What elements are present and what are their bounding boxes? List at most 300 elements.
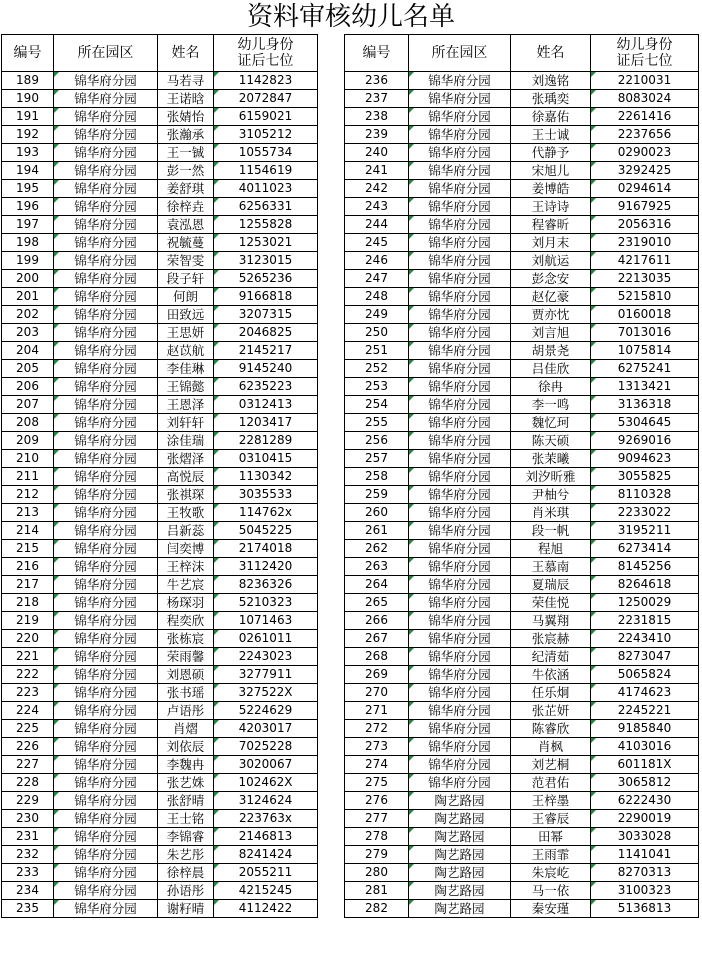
cell-child-name: 王锦懿 <box>158 378 214 396</box>
table-row <box>2 558 318 576</box>
cell-id-last-seven: 8270313 <box>591 864 699 882</box>
cell-child-name: 陈睿欣 <box>511 720 591 738</box>
cell-number: 200 <box>2 270 54 288</box>
cell-number: 268 <box>345 648 409 666</box>
roster-table-left <box>1 34 318 918</box>
header-name: 姓名 <box>158 35 214 72</box>
cell-id-last-seven: 3020067 <box>214 756 318 774</box>
cell-id-last-seven: 4103016 <box>591 738 699 756</box>
cell-id-last-seven: 3124624 <box>214 792 318 810</box>
cell-number: 227 <box>2 756 54 774</box>
cell-id-last-seven: 2231815 <box>591 612 699 630</box>
table-row <box>2 414 318 432</box>
cell-child-name: 刘月末 <box>511 234 591 252</box>
cell-number: 232 <box>2 846 54 864</box>
cell-id-last-seven: 3035533 <box>214 486 318 504</box>
cell-child-name: 张瑀奕 <box>511 90 591 108</box>
cell-child-name: 刘艺桐 <box>511 756 591 774</box>
table-row <box>345 324 699 342</box>
cell-campus: 锦华府分园 <box>54 414 158 432</box>
cell-number: 260 <box>345 504 409 522</box>
cell-child-name: 宋旭儿 <box>511 162 591 180</box>
cell-child-name: 张宸赫 <box>511 630 591 648</box>
cell-campus: 锦华府分园 <box>54 90 158 108</box>
cell-campus: 锦华府分园 <box>409 360 511 378</box>
cell-child-name: 王慕南 <box>511 558 591 576</box>
table-row <box>2 126 318 144</box>
cell-id-last-seven: 4112422 <box>214 900 318 918</box>
cell-id-last-seven: 2213035 <box>591 270 699 288</box>
cell-campus: 锦华府分园 <box>54 126 158 144</box>
cell-number: 190 <box>2 90 54 108</box>
table-row <box>2 738 318 756</box>
cell-number: 270 <box>345 684 409 702</box>
table-row <box>2 774 318 792</box>
cell-campus: 锦华府分园 <box>54 504 158 522</box>
cell-child-name: 卢语彤 <box>158 702 214 720</box>
cell-campus: 锦华府分园 <box>409 108 511 126</box>
cell-id-last-seven: 5304645 <box>591 414 699 432</box>
cell-number: 230 <box>2 810 54 828</box>
cell-campus: 锦华府分园 <box>409 72 511 90</box>
table-row <box>2 72 318 90</box>
table-row <box>345 792 699 810</box>
cell-number: 251 <box>345 342 409 360</box>
cell-campus: 陶艺路园 <box>409 846 511 864</box>
cell-child-name: 尹柚兮 <box>511 486 591 504</box>
cell-campus: 锦华府分园 <box>54 378 158 396</box>
cell-id-last-seven: 327522X <box>214 684 318 702</box>
cell-campus: 锦华府分园 <box>54 360 158 378</box>
cell-id-last-seven: 1253021 <box>214 234 318 252</box>
cell-number: 215 <box>2 540 54 558</box>
cell-number: 235 <box>2 900 54 918</box>
cell-child-name: 袁泓恩 <box>158 216 214 234</box>
cell-number: 203 <box>2 324 54 342</box>
cell-child-name: 高悦辰 <box>158 468 214 486</box>
cell-campus: 锦华府分园 <box>54 198 158 216</box>
table-row <box>2 720 318 738</box>
cell-child-name: 李一鸣 <box>511 396 591 414</box>
table-row <box>345 378 699 396</box>
cell-id-last-seven: 2233022 <box>591 504 699 522</box>
cell-id-last-seven: 2056316 <box>591 216 699 234</box>
cell-id-last-seven: 9145240 <box>214 360 318 378</box>
table-row <box>2 756 318 774</box>
cell-campus: 锦华府分园 <box>409 144 511 162</box>
table-row <box>2 594 318 612</box>
cell-number: 198 <box>2 234 54 252</box>
cell-child-name: 吕佳欣 <box>511 360 591 378</box>
table-row <box>2 828 318 846</box>
cell-number: 199 <box>2 252 54 270</box>
cell-number: 189 <box>2 72 54 90</box>
table-row <box>2 198 318 216</box>
cell-campus: 锦华府分园 <box>54 72 158 90</box>
cell-id-last-seven: 102462X <box>214 774 318 792</box>
cell-id-last-seven: 8145256 <box>591 558 699 576</box>
cell-campus: 锦华府分园 <box>409 396 511 414</box>
cell-campus: 陶艺路园 <box>409 882 511 900</box>
cell-campus: 锦华府分园 <box>54 882 158 900</box>
table-row <box>2 360 318 378</box>
cell-id-last-seven: 3033028 <box>591 828 699 846</box>
cell-id-last-seven: 1141041 <box>591 846 699 864</box>
header-campus: 所在园区 <box>409 35 511 72</box>
cell-id-last-seven: 5215810 <box>591 288 699 306</box>
cell-child-name: 彭念安 <box>511 270 591 288</box>
cell-id-last-seven: 1130342 <box>214 468 318 486</box>
cell-number: 211 <box>2 468 54 486</box>
cell-campus: 锦华府分园 <box>54 252 158 270</box>
cell-id-last-seven: 2261416 <box>591 108 699 126</box>
cell-id-last-seven: 0290023 <box>591 144 699 162</box>
cell-child-name: 谢籽晴 <box>158 900 214 918</box>
cell-number: 282 <box>345 900 409 918</box>
table-row <box>345 342 699 360</box>
cell-id-last-seven: 7013016 <box>591 324 699 342</box>
table-row <box>2 846 318 864</box>
cell-id-last-seven: 0312413 <box>214 396 318 414</box>
cell-campus: 锦华府分园 <box>409 540 511 558</box>
cell-number: 223 <box>2 684 54 702</box>
cell-child-name: 徐冉 <box>511 378 591 396</box>
cell-child-name: 荣雨馨 <box>158 648 214 666</box>
cell-number: 244 <box>345 216 409 234</box>
cell-campus: 陶艺路园 <box>409 792 511 810</box>
cell-id-last-seven: 2072847 <box>214 90 318 108</box>
cell-child-name: 李魏冉 <box>158 756 214 774</box>
cell-id-last-seven: 2319010 <box>591 234 699 252</box>
cell-campus: 锦华府分园 <box>409 774 511 792</box>
cell-id-last-seven: 1071463 <box>214 612 318 630</box>
cell-child-name: 王士铭 <box>158 810 214 828</box>
cell-campus: 锦华府分园 <box>409 180 511 198</box>
cell-id-last-seven: 8241424 <box>214 846 318 864</box>
cell-child-name: 王梓沫 <box>158 558 214 576</box>
cell-id-last-seven: 3055825 <box>591 468 699 486</box>
cell-child-name: 肖枫 <box>511 738 591 756</box>
cell-id-last-seven: 2243410 <box>591 630 699 648</box>
cell-id-last-seven: 3195211 <box>591 522 699 540</box>
table-row <box>345 630 699 648</box>
cell-child-name: 杨琛羽 <box>158 594 214 612</box>
table-row <box>345 648 699 666</box>
cell-number: 233 <box>2 864 54 882</box>
cell-campus: 锦华府分园 <box>409 342 511 360</box>
cell-child-name: 徐梓晨 <box>158 864 214 882</box>
cell-number: 247 <box>345 270 409 288</box>
cell-child-name: 朱宸屹 <box>511 864 591 882</box>
table-row <box>345 756 699 774</box>
cell-child-name: 刘恩硕 <box>158 666 214 684</box>
cell-number: 226 <box>2 738 54 756</box>
cell-id-last-seven: 0160018 <box>591 306 699 324</box>
cell-child-name: 程旭 <box>511 540 591 558</box>
cell-campus: 锦华府分园 <box>409 504 511 522</box>
cell-number: 276 <box>345 792 409 810</box>
cell-child-name: 王思妍 <box>158 324 214 342</box>
cell-number: 195 <box>2 180 54 198</box>
table-row <box>345 594 699 612</box>
cell-campus: 锦华府分园 <box>54 522 158 540</box>
cell-id-last-seven: 4203017 <box>214 720 318 738</box>
cell-number: 273 <box>345 738 409 756</box>
cell-id-last-seven: 4217611 <box>591 252 699 270</box>
table-row <box>2 162 318 180</box>
table-row <box>345 558 699 576</box>
cell-number: 208 <box>2 414 54 432</box>
cell-id-last-seven: 3112420 <box>214 558 318 576</box>
cell-campus: 锦华府分园 <box>54 342 158 360</box>
table-row <box>2 504 318 522</box>
cell-child-name: 何朗 <box>158 288 214 306</box>
table-row <box>345 126 699 144</box>
cell-id-last-seven: 1154619 <box>214 162 318 180</box>
table-row <box>2 108 318 126</box>
cell-child-name: 王诗诗 <box>511 198 591 216</box>
cell-id-last-seven: 2245221 <box>591 702 699 720</box>
cell-campus: 锦华府分园 <box>54 486 158 504</box>
cell-number: 240 <box>345 144 409 162</box>
table-row <box>2 90 318 108</box>
cell-campus: 陶艺路园 <box>409 810 511 828</box>
cell-child-name: 王士诚 <box>511 126 591 144</box>
table-header-row <box>2 35 318 72</box>
table-row <box>345 774 699 792</box>
cell-campus: 锦华府分园 <box>54 432 158 450</box>
cell-campus: 锦华府分园 <box>409 162 511 180</box>
cell-campus: 锦华府分园 <box>409 90 511 108</box>
cell-child-name: 吕新蕊 <box>158 522 214 540</box>
table-row <box>345 450 699 468</box>
cell-number: 264 <box>345 576 409 594</box>
cell-campus: 锦华府分园 <box>54 864 158 882</box>
cell-id-last-seven: 8083024 <box>591 90 699 108</box>
cell-child-name: 朱艺彤 <box>158 846 214 864</box>
table-row <box>2 144 318 162</box>
table-row <box>2 450 318 468</box>
cell-number: 249 <box>345 306 409 324</box>
cell-id-last-seven: 223763x <box>214 810 318 828</box>
cell-id-last-seven: 3277911 <box>214 666 318 684</box>
cell-campus: 锦华府分园 <box>54 612 158 630</box>
cell-child-name: 牛依涵 <box>511 666 591 684</box>
cell-child-name: 肖熠 <box>158 720 214 738</box>
cell-campus: 锦华府分园 <box>54 828 158 846</box>
cell-id-last-seven: 6235223 <box>214 378 318 396</box>
cell-number: 246 <box>345 252 409 270</box>
cell-campus: 陶艺路园 <box>409 900 511 918</box>
cell-child-name: 胡景尧 <box>511 342 591 360</box>
cell-number: 274 <box>345 756 409 774</box>
cell-campus: 锦华府分园 <box>54 684 158 702</box>
table-row <box>345 90 699 108</box>
cell-id-last-seven: 1055734 <box>214 144 318 162</box>
cell-id-last-seven: 1313421 <box>591 378 699 396</box>
cell-campus: 锦华府分园 <box>409 684 511 702</box>
cell-campus: 锦华府分园 <box>54 774 158 792</box>
header-id-last-seven: 幼儿身份 证后七位 <box>214 35 318 72</box>
cell-id-last-seven: 8264618 <box>591 576 699 594</box>
table-row <box>2 648 318 666</box>
cell-child-name: 肖米琪 <box>511 504 591 522</box>
cell-child-name: 王恩泽 <box>158 396 214 414</box>
cell-number: 191 <box>2 108 54 126</box>
cell-campus: 锦华府分园 <box>54 108 158 126</box>
table-row <box>345 576 699 594</box>
table-row <box>345 684 699 702</box>
table-row <box>345 504 699 522</box>
table-row <box>345 162 699 180</box>
cell-campus: 陶艺路园 <box>409 828 511 846</box>
table-row <box>345 72 699 90</box>
cell-id-last-seven: 3100323 <box>591 882 699 900</box>
cell-campus: 锦华府分园 <box>409 522 511 540</box>
cell-child-name: 田幂 <box>511 828 591 846</box>
cell-number: 280 <box>345 864 409 882</box>
cell-id-last-seven: 6159021 <box>214 108 318 126</box>
table-row <box>2 288 318 306</box>
cell-campus: 锦华府分园 <box>54 648 158 666</box>
table-row <box>345 468 699 486</box>
cell-number: 217 <box>2 576 54 594</box>
cell-number: 216 <box>2 558 54 576</box>
cell-campus: 锦华府分园 <box>54 558 158 576</box>
cell-number: 281 <box>345 882 409 900</box>
cell-id-last-seven: 3207315 <box>214 306 318 324</box>
cell-id-last-seven: 601181X <box>591 756 699 774</box>
table-row <box>345 432 699 450</box>
cell-number: 252 <box>345 360 409 378</box>
cell-campus: 锦华府分园 <box>409 468 511 486</box>
cell-child-name: 张芷妍 <box>511 702 591 720</box>
cell-child-name: 闫奕博 <box>158 540 214 558</box>
cell-child-name: 张熠泽 <box>158 450 214 468</box>
cell-id-last-seven: 2210031 <box>591 72 699 90</box>
cell-number: 206 <box>2 378 54 396</box>
table-row <box>2 666 318 684</box>
cell-number: 197 <box>2 216 54 234</box>
cell-number: 234 <box>2 882 54 900</box>
cell-child-name: 荣智雯 <box>158 252 214 270</box>
cell-number: 205 <box>2 360 54 378</box>
cell-campus: 锦华府分园 <box>54 396 158 414</box>
table-row <box>2 432 318 450</box>
cell-child-name: 李佳琳 <box>158 360 214 378</box>
cell-campus: 锦华府分园 <box>409 756 511 774</box>
cell-campus: 锦华府分园 <box>54 702 158 720</box>
cell-number: 192 <box>2 126 54 144</box>
cell-child-name: 夏瑞辰 <box>511 576 591 594</box>
cell-number: 228 <box>2 774 54 792</box>
cell-number: 278 <box>345 828 409 846</box>
header-number: 编号 <box>2 35 54 72</box>
cell-child-name: 王睿辰 <box>511 810 591 828</box>
table-row <box>2 792 318 810</box>
table-row <box>345 252 699 270</box>
cell-number: 256 <box>345 432 409 450</box>
cell-id-last-seven: 2174018 <box>214 540 318 558</box>
cell-campus: 锦华府分园 <box>409 432 511 450</box>
cell-number: 238 <box>345 108 409 126</box>
cell-id-last-seven: 2046825 <box>214 324 318 342</box>
cell-child-name: 刘轩轩 <box>158 414 214 432</box>
table-row <box>345 612 699 630</box>
cell-number: 220 <box>2 630 54 648</box>
cell-campus: 锦华府分园 <box>409 594 511 612</box>
cell-child-name: 王梓墨 <box>511 792 591 810</box>
cell-number: 263 <box>345 558 409 576</box>
cell-number: 261 <box>345 522 409 540</box>
cell-child-name: 张婧怡 <box>158 108 214 126</box>
cell-campus: 锦华府分园 <box>409 450 511 468</box>
cell-id-last-seven: 4174623 <box>591 684 699 702</box>
cell-number: 194 <box>2 162 54 180</box>
cell-campus: 锦华府分园 <box>54 756 158 774</box>
table-row <box>2 216 318 234</box>
cell-number: 196 <box>2 198 54 216</box>
table-row <box>2 378 318 396</box>
cell-child-name: 张舒晴 <box>158 792 214 810</box>
cell-number: 279 <box>345 846 409 864</box>
cell-id-last-seven: 5210323 <box>214 594 318 612</box>
cell-number: 265 <box>345 594 409 612</box>
table-row <box>2 468 318 486</box>
cell-child-name: 张茉曦 <box>511 450 591 468</box>
cell-id-last-seven: 8273047 <box>591 648 699 666</box>
cell-campus: 锦华府分园 <box>54 324 158 342</box>
cell-child-name: 段子轩 <box>158 270 214 288</box>
cell-number: 267 <box>345 630 409 648</box>
cell-campus: 锦华府分园 <box>54 738 158 756</box>
cell-child-name: 马一依 <box>511 882 591 900</box>
cell-id-last-seven: 4011023 <box>214 180 318 198</box>
roster-table-right <box>344 34 699 918</box>
cell-child-name: 田致远 <box>158 306 214 324</box>
cell-campus: 锦华府分园 <box>54 792 158 810</box>
cell-campus: 锦华府分园 <box>409 612 511 630</box>
cell-child-name: 王一铖 <box>158 144 214 162</box>
table-row <box>345 522 699 540</box>
table-row <box>345 666 699 684</box>
table-row <box>345 540 699 558</box>
table-row <box>2 306 318 324</box>
cell-id-last-seven: 9167925 <box>591 198 699 216</box>
cell-campus: 锦华府分园 <box>409 198 511 216</box>
table-row <box>345 180 699 198</box>
cell-number: 202 <box>2 306 54 324</box>
cell-campus: 锦华府分园 <box>409 738 511 756</box>
cell-campus: 锦华府分园 <box>409 630 511 648</box>
header-campus: 所在园区 <box>54 35 158 72</box>
table-row <box>2 864 318 882</box>
cell-number: 242 <box>345 180 409 198</box>
table-row <box>2 684 318 702</box>
cell-id-last-seven: 3105212 <box>214 126 318 144</box>
cell-number: 219 <box>2 612 54 630</box>
table-row <box>2 900 318 918</box>
cell-campus: 锦华府分园 <box>54 468 158 486</box>
cell-number: 277 <box>345 810 409 828</box>
cell-id-last-seven: 0294614 <box>591 180 699 198</box>
cell-child-name: 纪清茹 <box>511 648 591 666</box>
cell-id-last-seven: 2290019 <box>591 810 699 828</box>
cell-campus: 锦华府分园 <box>409 576 511 594</box>
table-row <box>2 576 318 594</box>
table-row <box>345 306 699 324</box>
table-row <box>345 882 699 900</box>
